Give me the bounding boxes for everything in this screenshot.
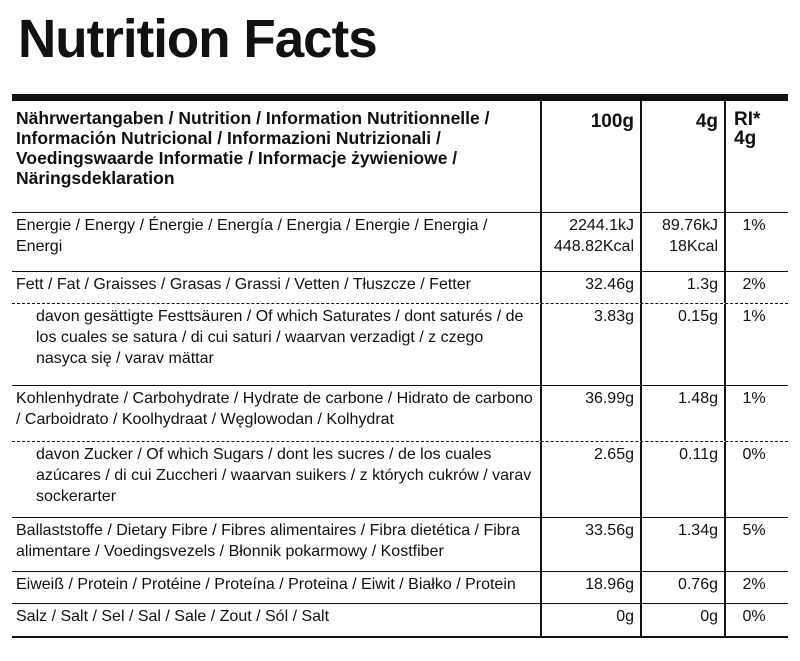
table-row-fat: [12, 272, 788, 304]
protein-ri: 2%: [724, 572, 788, 603]
sugars-4g: 0.11g: [640, 442, 724, 517]
row-label: davon gesättigte Festtsäuren / Of which Saturates / dont saturés / de los cuales se satura / di cui saturi / waarvan verzadigt / z czego nasyca się / varav mättar: [36, 308, 524, 367]
energy-ri: 1%: [724, 213, 788, 271]
energy-100g-kj: 2244.1kJ: [569, 217, 634, 234]
table-row-saturates: [12, 304, 788, 386]
table-row-energy: [12, 213, 788, 272]
row-label: Salz / Salt / Sel / Sal / Sale / Zout / Sól / Salt: [16, 608, 330, 625]
energy-4g-kcal: 18Kcal: [669, 237, 718, 255]
table-row-fibre: [12, 518, 788, 572]
header-ri: RI* 4g: [724, 101, 788, 212]
table-row-salt: [12, 604, 788, 638]
energy-100g-kcal: 448.82Kcal: [553, 237, 634, 255]
fat-100g: 32.46g: [540, 272, 640, 303]
salt-4g: 0g: [640, 604, 724, 636]
sugars-100g: 2.65g: [540, 442, 640, 517]
fibre-ri: 5%: [724, 518, 788, 571]
row-label: davon Zucker / Of which Sugars / dont les sucres / de los cuales azúcares / di cui Zuccheri / waarvan suikers / z których cukrów / varav sockerarter: [36, 446, 532, 505]
table-header-row: [12, 101, 788, 213]
carbohydrate-ri: 1%: [724, 386, 788, 441]
page-title: Nutrition Facts: [18, 9, 377, 69]
fat-4g: 1.3g: [640, 272, 724, 303]
saturates-100g: 3.83g: [540, 304, 640, 385]
saturates-4g: 0.15g: [640, 304, 724, 385]
salt-100g: 0g: [540, 604, 640, 636]
table-row-sugars: [12, 442, 788, 518]
carbohydrate-100g: 36.99g: [540, 386, 640, 441]
table-row-carbohydrate: [12, 386, 788, 442]
row-label: Kohlenhydrate / Carbohydrate / Hydrate de carbone / Hidrato de carbono / Carboidrato / Koolhydraat / Węglowodan / Kolhydrat: [16, 390, 533, 428]
header-label: Nährwertangaben / Nutrition / Information Nutritionnelle / Información Nutricional / Informazioni Nutrizionali / Voedingswaarde Informatie / Informacje żywieniowe / Näringsdeklaration: [16, 108, 490, 189]
fibre-4g: 1.34g: [640, 518, 724, 571]
header-100g: 100g: [540, 101, 640, 212]
header-4g: 4g: [640, 101, 724, 212]
row-label: Ballaststoffe / Dietary Fibre / Fibres alimentaires / Fibra dietética / Fibra alimentare / Voedingsvezels / Błonnik pokarmowy / Kostfiber: [16, 522, 520, 560]
row-label: Energie / Energy / Énergie / Energía / Energia / Energie / Energia / Energi: [16, 217, 488, 255]
fibre-100g: 33.56g: [540, 518, 640, 571]
saturates-ri: 1%: [724, 304, 788, 385]
title-divider: [12, 94, 788, 101]
protein-4g: 0.76g: [640, 572, 724, 603]
carbohydrate-4g: 1.48g: [640, 386, 724, 441]
row-label: Fett / Fat / Graisses / Grasas / Grassi / Vetten / Tłuszcze / Fetter: [16, 276, 471, 293]
energy-4g-kj: 89.76kJ: [661, 217, 718, 234]
table-row-protein: [12, 572, 788, 604]
energy-4g: [640, 213, 724, 271]
protein-100g: 18.96g: [540, 572, 640, 603]
energy-100g: [540, 213, 640, 271]
sugars-ri: 0%: [724, 442, 788, 517]
fat-ri: 2%: [724, 272, 788, 303]
salt-ri: 0%: [724, 604, 788, 636]
row-label: Eiweiß / Protein / Protéine / Proteína / Proteina / Eiwit / Białko / Protein: [16, 576, 516, 593]
nutrition-table: [12, 101, 788, 638]
